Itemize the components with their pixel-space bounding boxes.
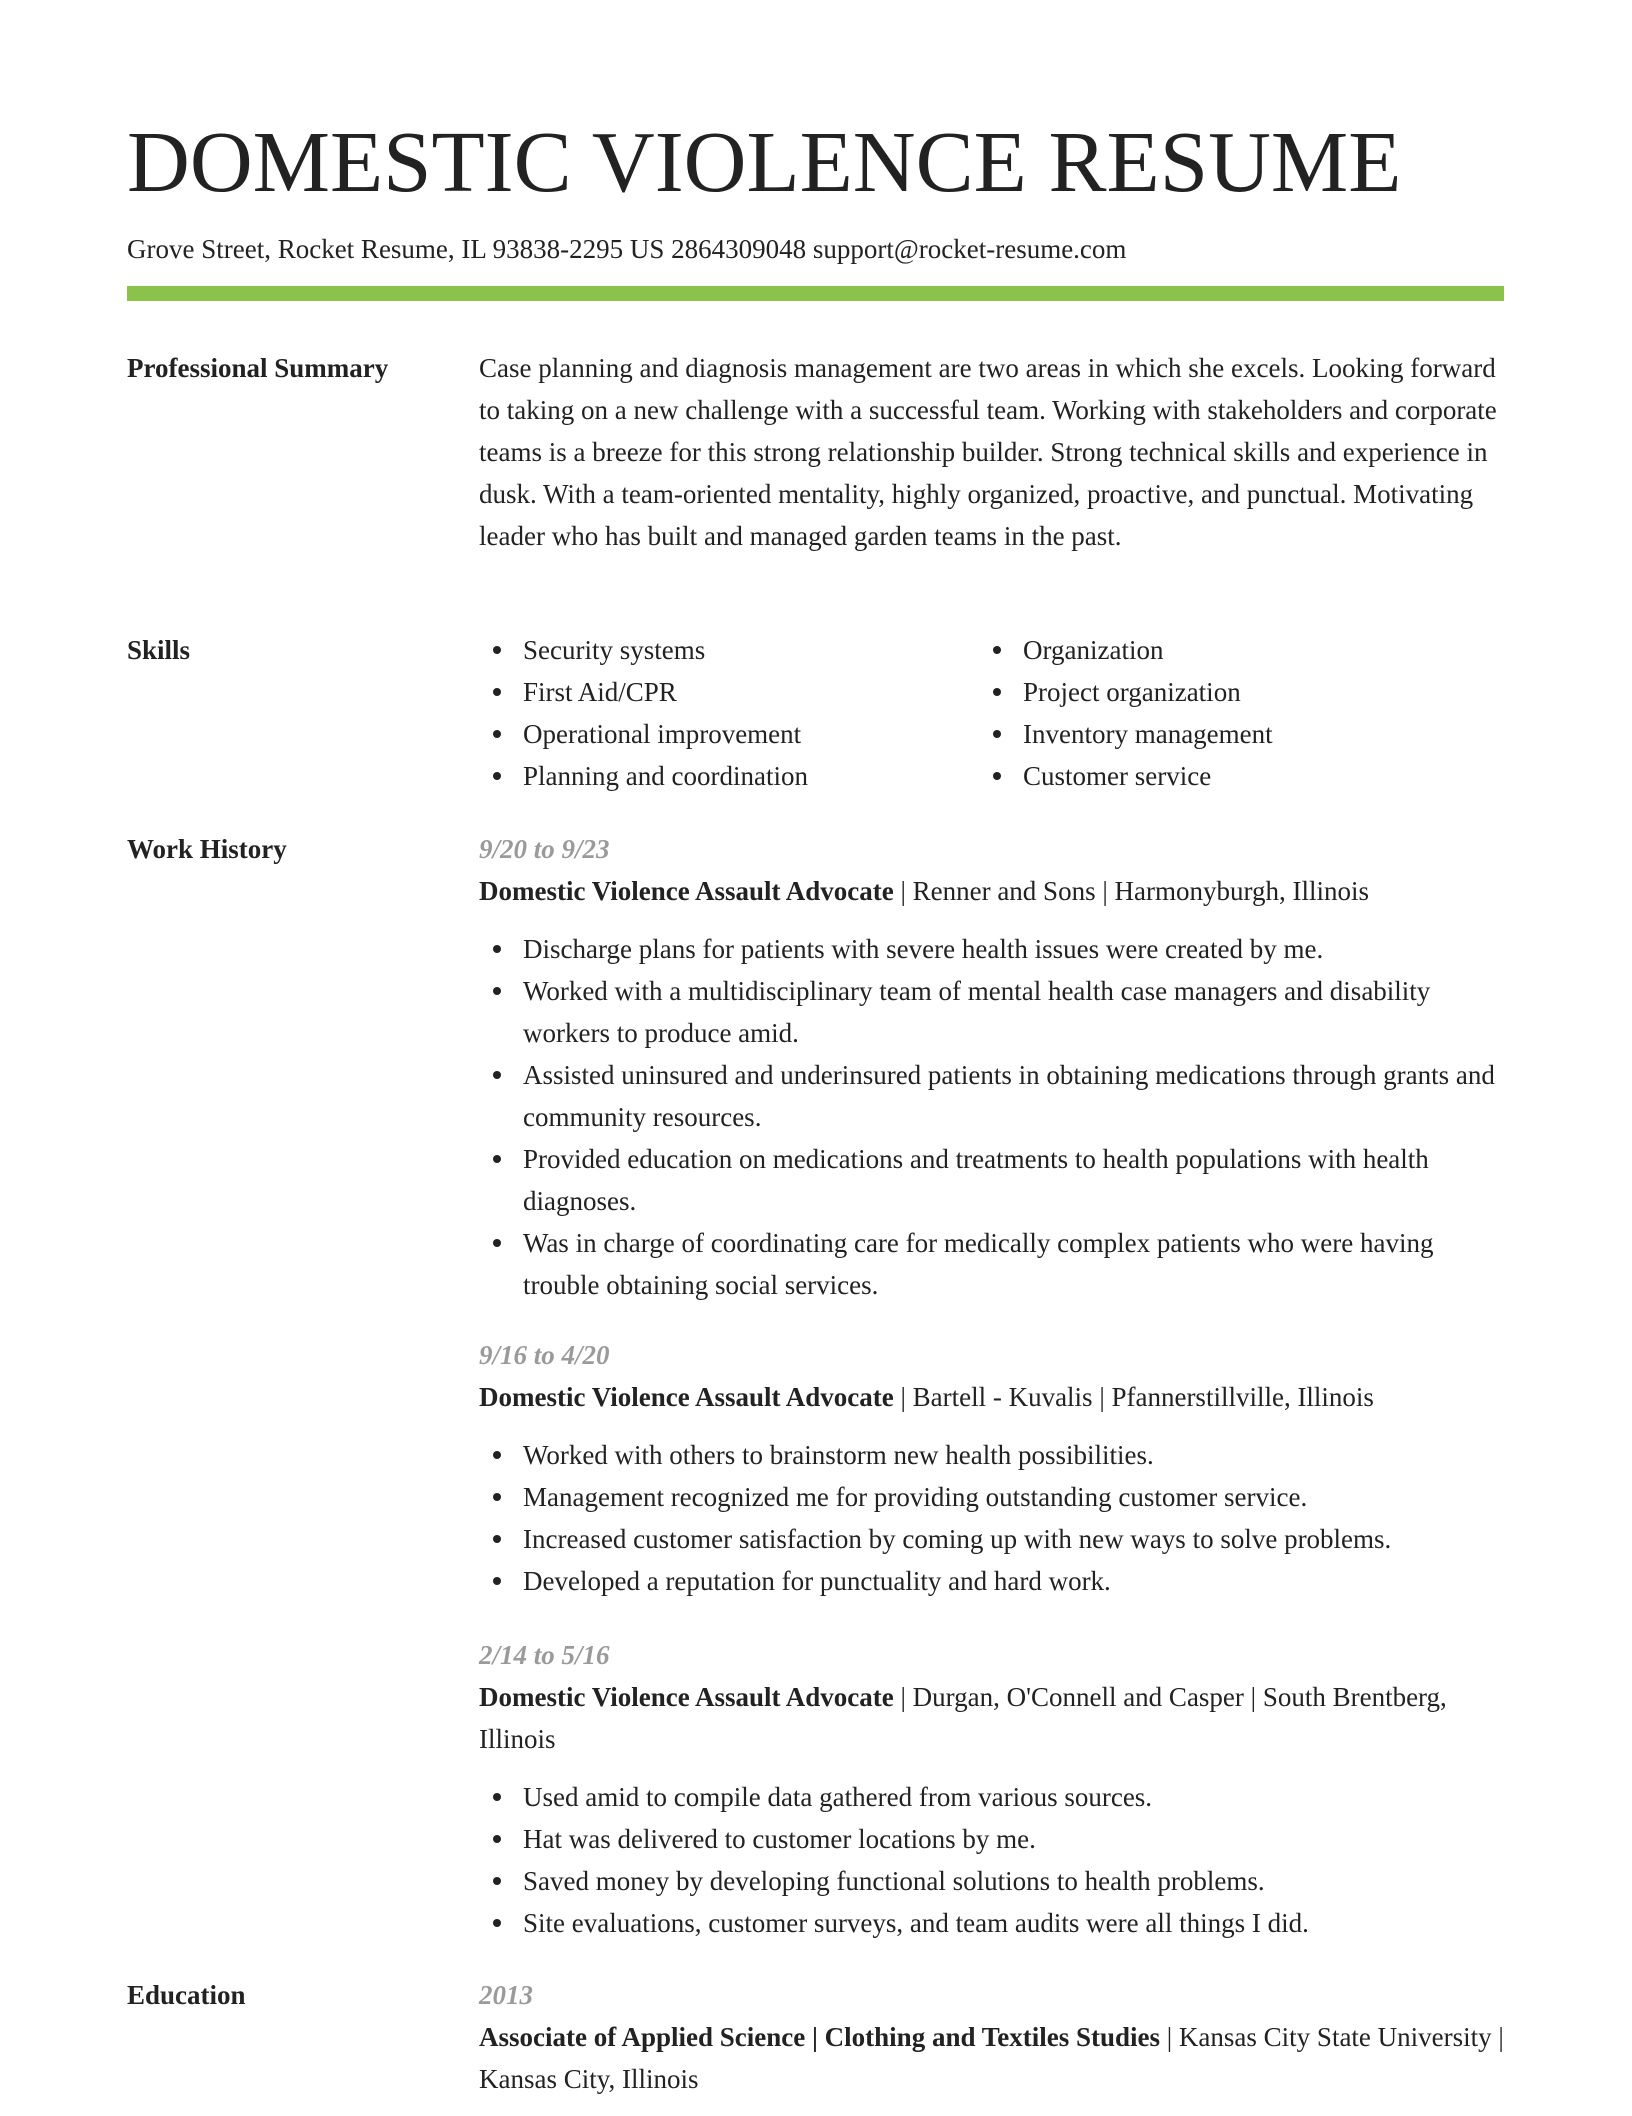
job-title: Domestic Violence Assault Advocate <box>479 876 894 906</box>
bullet-dot <box>493 1877 501 1885</box>
skill-item: Organization <box>979 629 1479 671</box>
bullet-dot <box>993 688 1001 696</box>
education-heading-line <box>479 2016 1504 2100</box>
skill-item: Security systems <box>479 629 979 671</box>
bullet-dot <box>493 987 501 995</box>
education-details: | Kansas City State University | Kansas City, Illinois <box>479 2022 1504 2094</box>
bullet-dot <box>493 1493 501 1501</box>
bullet-dot <box>993 730 1001 738</box>
skill-item: Inventory management <box>979 713 1479 755</box>
contact-line: Grove Street, Rocket Resume, IL 93838-2295 US 2864309048 support@rocket-resume.com <box>127 234 1127 264</box>
skill-item: Customer service <box>979 755 1479 797</box>
job-heading <box>479 870 1504 912</box>
bullet-dot <box>993 646 1001 654</box>
job-entry <box>479 1634 1504 1944</box>
education-heading: Education <box>127 1980 246 2010</box>
bullet-dot <box>493 945 501 953</box>
bullet-dot <box>993 772 1001 780</box>
education-body <box>479 1974 1504 2116</box>
skills-heading: Skills <box>127 635 191 665</box>
bullet-dot <box>493 1577 501 1585</box>
job-bullet: Saved money by developing functional solutions to health problems. <box>479 1860 1504 1902</box>
job-heading <box>479 1676 1504 1760</box>
bullet-dot <box>493 1919 501 1927</box>
education-date: 2013 <box>479 1980 533 2010</box>
job-title: Domestic Violence Assault Advocate <box>479 1682 894 1712</box>
bullet-dot <box>493 1071 501 1079</box>
summary-body <box>479 347 1504 557</box>
header-divider <box>127 286 1504 301</box>
job-bullet: Worked with others to brainstorm new health possibilities. <box>479 1434 1504 1476</box>
bullet-dot <box>493 730 501 738</box>
bullet-dot <box>493 646 501 654</box>
job-bullet: Discharge plans for patients with severe health issues were created by me. <box>479 928 1504 970</box>
work-history-body <box>479 828 1504 1944</box>
skill-item: Planning and coordination <box>479 755 979 797</box>
job-bullet: Developed a reputation for punctuality and hard work. <box>479 1560 1504 1602</box>
skills-list-right <box>979 629 1479 797</box>
job-details: | Renner and Sons | Harmonyburgh, Illinois <box>893 876 1369 906</box>
summary-text: Case planning and diagnosis management are two areas in which she excels. Looking forward to taking on a new challenge with a successful team. Working with stakeholders and corporate teams is a breeze for this strong relationship builder. Strong technical skills and experience in dusk. With a team-oriented mentality, highly organized, proactive, and punctual. Motivating leader who has built and managed garden teams in the past. <box>479 353 1497 551</box>
job-title: Domestic Violence Assault Advocate <box>479 1382 894 1412</box>
job-bullet: Increased customer satisfaction by coming up with new ways to solve problems. <box>479 1518 1504 1560</box>
job-entry <box>479 1334 1504 1634</box>
job-bullet: Provided education on medications and treatments to health populations with health diagnoses. <box>479 1138 1504 1222</box>
job-bullet: Was in charge of coordinating care for medically complex patients who were having trouble obtaining social services. <box>479 1222 1504 1306</box>
job-bullet: Hat was delivered to customer locations by me. <box>479 1818 1504 1860</box>
job-bullet: Management recognized me for providing outstanding customer service. <box>479 1476 1504 1518</box>
job-date: 9/20 to 9/23 <box>479 834 610 864</box>
job-details: | Bartell - Kuvalis | Pfannerstillville, Illinois <box>893 1382 1374 1412</box>
job-bullets <box>479 1776 1504 1944</box>
job-bullet: Site evaluations, customer surveys, and team audits were all things I did. <box>479 1902 1504 1944</box>
job-entry <box>479 828 1504 1334</box>
skills-list-left <box>479 629 979 797</box>
work-history-heading: Work History <box>127 834 287 864</box>
bullet-dot <box>493 1793 501 1801</box>
resume-title: DOMESTIC VIOLENCE RESUME <box>127 113 1402 210</box>
job-bullet: Worked with a multidisciplinary team of mental health case managers and disability workers to produce amid. <box>479 970 1504 1054</box>
job-heading <box>479 1376 1504 1418</box>
skill-item: Project organization <box>979 671 1479 713</box>
bullet-dot <box>493 688 501 696</box>
bullet-dot <box>493 1451 501 1459</box>
bullet-dot <box>493 1239 501 1247</box>
bullet-dot <box>493 1535 501 1543</box>
skill-item: First Aid/CPR <box>479 671 979 713</box>
job-bullet: Assisted uninsured and underinsured patients in obtaining medications through grants and community resources. <box>479 1054 1504 1138</box>
job-details: | Durgan, O'Connell and Casper | South Brentberg, Illinois <box>479 1682 1447 1754</box>
bullet-dot <box>493 1835 501 1843</box>
job-bullets <box>479 928 1504 1306</box>
skill-item: Operational improvement <box>479 713 979 755</box>
skills-body <box>479 629 1504 797</box>
bullet-dot <box>493 1155 501 1163</box>
job-bullets <box>479 1434 1504 1602</box>
education-degree: Associate of Applied Science | Clothing and Textiles Studies <box>479 2022 1161 2052</box>
job-date: 9/16 to 4/20 <box>479 1340 610 1370</box>
job-bullet: Used amid to compile data gathered from various sources. <box>479 1776 1504 1818</box>
summary-heading: Professional Summary <box>127 353 389 383</box>
job-date: 2/14 to 5/16 <box>479 1640 610 1670</box>
bullet-dot <box>493 772 501 780</box>
